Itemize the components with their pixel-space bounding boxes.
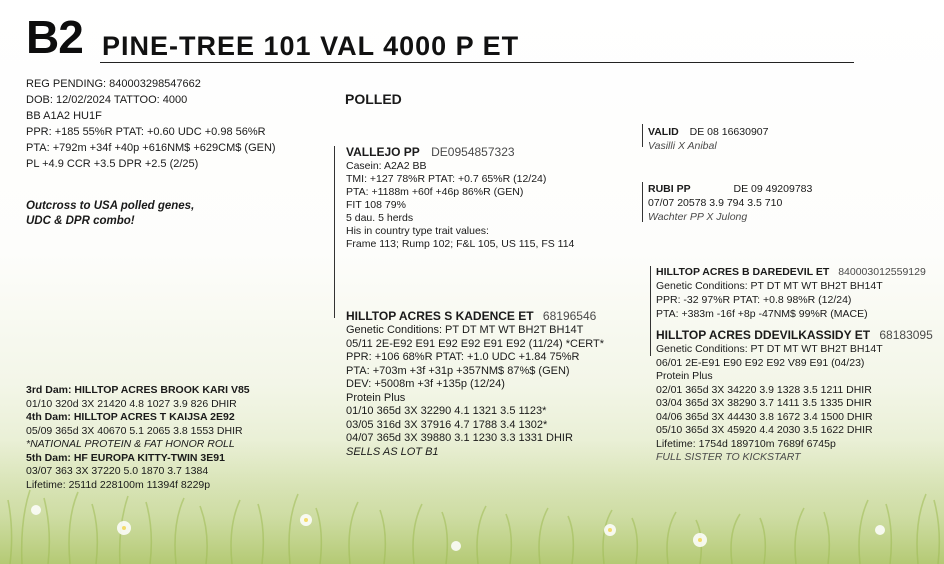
sire-detail-line: FIT 108 79% <box>346 199 406 211</box>
dam-detail-line: 04/07 365d 3X 39880 3.1 1230 3.3 1331 DHIR <box>346 432 573 444</box>
dam-dam-detail-line: 04/06 365d 3X 44430 3.8 1672 3.4 1500 DHIR <box>656 410 873 423</box>
dam-dam-detail-line: 02/01 365d 3X 34220 3.9 1328 3.5 1211 DHIR <box>656 383 872 396</box>
sire-detail-line: 5 dau. 5 herds <box>346 212 414 224</box>
sire-sire-pedigree: Vasilli X Anibal <box>648 140 717 152</box>
dam-sire-block <box>656 265 926 321</box>
sire-block <box>346 145 574 251</box>
polled-label: POLLED <box>345 91 402 107</box>
pta-line: PTA: +792m +34f +40p +616NM$ +629CM$ (GEN) <box>26 142 276 154</box>
sire-sire-registration: DE 08 16630907 <box>689 126 769 138</box>
dam-sire-name: HILLTOP ACRES B DAREDEVIL ET <box>656 266 830 278</box>
sire-detail-line: His in country type trait values: <box>346 225 489 237</box>
dam-sire-registration: 840003012559129 <box>838 266 926 278</box>
dam-dam-detail-line: 05/10 365d 3X 45920 4.4 2030 3.5 1622 DHIR <box>656 424 873 436</box>
fourth-dam-label: 4th Dam: HILLTOP ACRES T KAIJSA 2E92 <box>26 411 235 423</box>
dam-sire-detail-line: Genetic Conditions: PT DT MT WT BH2T BH14T <box>656 280 883 292</box>
dam-registration: 68196546 <box>542 309 597 323</box>
pedigree-bracket-line <box>650 266 651 356</box>
pedigree-bracket-line <box>642 124 643 147</box>
dam-sale-note: SELLS AS LOT B1 <box>346 445 439 458</box>
fourth-dam-record: 05/09 365d 3X 40670 5.1 2065 3.8 1553 DHIR <box>26 424 243 437</box>
sire-detail-line: Frame 113; Rump 102; F&L 105, US 115, FS 114 <box>346 238 575 250</box>
animal-info-block <box>26 76 276 172</box>
dam-sire-detail-line: PPR: -32 97%R PTAT: +0.8 98%R (12/24) <box>656 294 852 306</box>
sire-detail-line: TMI: +127 78%R PTAT: +0.7 65%R (12/24) <box>346 173 547 185</box>
dam-detail-line: 01/10 365d 3X 32290 4.1 1321 3.5 1123* <box>346 405 547 417</box>
sire-dam-registration: DE 09 49209783 <box>733 183 813 195</box>
dam-dam-detail-line: 06/01 2E-E91 E90 E92 E92 V89 E91 (04/23) <box>656 356 865 369</box>
dam-detail-line: 05/11 2E-E92 E91 E92 E92 E91 E92 (11/24) *CERT* <box>346 337 605 350</box>
dam-sire-detail-line: PTA: +383m -16f +8p -47NM$ 99%R (MACE) <box>656 308 868 320</box>
dam-detail-line: Protein Plus <box>346 391 406 404</box>
dam-detail-line: PPR: +106 68%R PTAT: +1.0 UDC +1.84 75%R <box>346 351 580 363</box>
dam-dam-block <box>656 327 933 465</box>
genotype-line: BB A1A2 HU1F <box>26 110 102 122</box>
health-traits-line: PL +4.9 CCR +3.5 DPR +2.5 (2/25) <box>26 158 199 170</box>
dam-dam-detail-line: Genetic Conditions: PT DT MT WT BH2T BH14T <box>656 343 883 355</box>
dam-dam-name: HILLTOP ACRES DDEVILKASSIDY ET <box>656 328 871 342</box>
dam-block <box>346 308 604 459</box>
sire-sire-block <box>648 125 768 153</box>
sire-dam-record: 07/07 20578 3.9 794 3.5 710 <box>648 197 783 209</box>
sire-name: VALLEJO PP <box>346 145 420 159</box>
dam-detail-line: PTA: +703m +3f +31p +357NM$ 87%$ (GEN) <box>346 364 570 377</box>
ppr-line: PPR: +185 55%R PTAT: +0.60 UDC +0.98 56%R <box>26 126 266 138</box>
sire-detail-line: PTA: +1188m +60f +46p 86%R (GEN) <box>346 186 524 198</box>
sire-sire-name: VALID <box>648 126 679 138</box>
sire-detail-line: Casein: A2A2 BB <box>346 160 427 172</box>
dob-tattoo-line: DOB: 12/02/2024 TATTOO: 4000 <box>26 94 188 106</box>
maternal-family-block <box>26 384 250 492</box>
registration-line: REG PENDING: 840003298547662 <box>26 78 201 90</box>
highlight-line: UDC & DPR combo! <box>26 215 135 227</box>
fourth-dam-note: *NATIONAL PROTEIN & FAT HONOR ROLL <box>26 438 235 450</box>
third-dam-label: 3rd Dam: HILLTOP ACRES BROOK KARI V85 <box>26 384 250 396</box>
lot-number: B2 <box>26 11 83 63</box>
dam-detail-line: 03/05 316d 3X 37916 4.7 1788 3.4 1302* <box>346 418 548 431</box>
title-underline <box>100 62 854 63</box>
dam-dam-detail-line: 03/04 365d 3X 38290 3.7 1411 3.5 1335 DHIR <box>656 397 872 409</box>
dam-dam-detail-line: Protein Plus <box>656 370 713 382</box>
sire-registration: DE0954857323 <box>431 145 515 159</box>
dam-dam-registration: 68183095 <box>879 328 933 342</box>
sire-dam-name: RUBI PP <box>648 183 691 195</box>
dam-detail-line: DEV: +5008m +3f +135p (12/24) <box>346 378 505 390</box>
sire-dam-pedigree: Wachter PP X Julong <box>648 211 748 223</box>
highlight-note <box>26 199 194 229</box>
highlight-line: Outcross to USA polled genes, <box>26 200 195 212</box>
dam-dam-note: FULL SISTER TO KICKSTART <box>656 451 801 463</box>
dam-name: HILLTOP ACRES S KADENCE ET <box>346 309 534 323</box>
fifth-dam-label: 5th Dam: HF EUROPA KITTY-TWIN 3E91 <box>26 451 225 464</box>
third-dam-record: 01/10 320d 3X 21420 4.8 1027 3.9 826 DHIR <box>26 397 237 410</box>
sire-dam-block <box>648 182 812 224</box>
dam-detail-line: Genetic Conditions: PT DT MT WT BH2T BH14T <box>346 324 584 336</box>
fifth-dam-lifetime: Lifetime: 2511d 228100m 11394f 8229p <box>26 478 211 491</box>
dam-dam-detail-line: Lifetime: 1754d 189710m 7689f 6745p <box>656 437 836 450</box>
pedigree-bracket-line <box>642 182 643 222</box>
fifth-dam-record: 03/07 363 3X 37220 5.0 1870 3.7 1384 <box>26 465 209 477</box>
animal-name-title: PINE-TREE 101 VAL 4000 P ET <box>102 31 520 61</box>
pedigree-bracket-line <box>334 146 335 318</box>
